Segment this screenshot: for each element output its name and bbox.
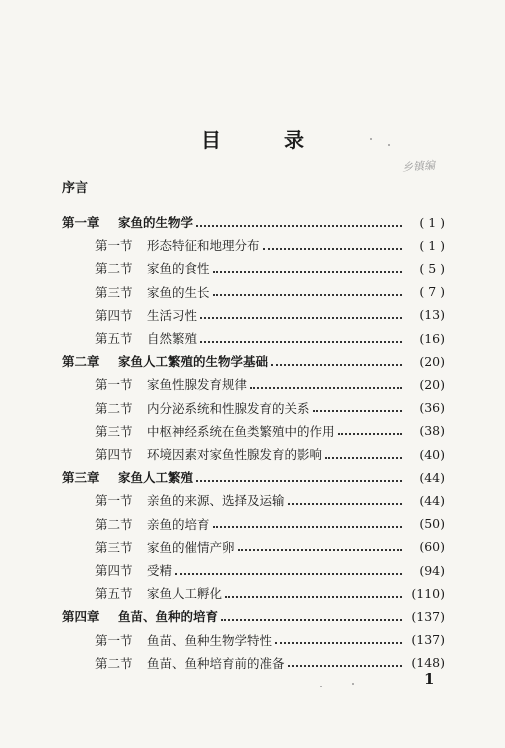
toc-section-row [95, 443, 445, 465]
toc-section-row [95, 234, 445, 256]
toc-entry-number: 第三节 [95, 539, 133, 555]
dot-leader [213, 270, 402, 273]
dot-leader [288, 502, 402, 505]
dot-leader [213, 293, 402, 296]
toc-section-row [95, 582, 445, 604]
toc-entry-number: 第五节 [95, 586, 133, 602]
speck-mark [388, 144, 390, 146]
toc-entry-number: 第四节 [95, 307, 133, 323]
toc-entry-number: 第三章 [62, 470, 100, 486]
toc-entry-page: (148) [411, 655, 445, 671]
toc-section-row [95, 652, 445, 674]
dot-leader [275, 641, 402, 644]
toc-entry-page: (137) [411, 608, 445, 624]
toc-entry-number: 第二章 [62, 354, 100, 370]
toc-entry-number: 第二节 [95, 261, 133, 277]
dot-leader [271, 363, 402, 366]
toc-section-row [95, 281, 445, 303]
stamp-mark: 乡镇编 [401, 158, 436, 175]
toc-entry-title: 鱼苗、鱼种生物学特性 [147, 632, 273, 648]
toc-entry-title: 家鱼的生长 [147, 284, 210, 300]
toc-entry-number: 第四章 [62, 609, 100, 625]
toc-entry-page: (137) [411, 632, 445, 648]
toc-entry-number: 第四节 [95, 447, 133, 462]
toc-entry-page: (44) [419, 469, 445, 485]
speck-mark [320, 686, 322, 687]
toc-entry-title: 形态特征和地理分布 [147, 238, 260, 254]
toc-entry-number: 第三节 [95, 284, 133, 300]
toc-entry-number: 第三节 [95, 423, 133, 439]
toc-entry-number: 第二节 [95, 400, 133, 416]
toc-entry-title: 生活习性 [147, 307, 198, 323]
dot-leader [196, 479, 402, 482]
toc-entry-title: 家鱼的催情产卵 [147, 539, 235, 555]
dot-leader [200, 340, 402, 343]
dot-leader [288, 664, 402, 667]
toc-entry-page: (110) [411, 585, 445, 601]
toc-chapter-row [62, 350, 445, 372]
toc-entry-page: (94) [419, 562, 445, 578]
toc-entry-page: (16) [419, 330, 445, 346]
toc-entry-number: 第一节 [95, 377, 133, 393]
preface-heading: 序言 [62, 181, 89, 196]
toc-section-row [95, 559, 445, 581]
toc-entry-title: 环境因素对家鱼性腺发育的影响 [147, 447, 323, 462]
toc-section-row [95, 489, 445, 511]
toc-chapter-row [62, 466, 445, 488]
page-number: 1 [424, 670, 435, 688]
toc-entry-page: ( 1 ) [419, 214, 445, 230]
toc-section-row [95, 397, 445, 419]
toc-section-row [95, 373, 445, 395]
toc-entry-number: 第二节 [95, 655, 133, 671]
toc-entry-page: (20) [419, 353, 445, 369]
toc-entry-number: 第五节 [95, 331, 133, 346]
toc-entry-number: 第一节 [95, 632, 133, 648]
toc-entry-title: 自然繁殖 [147, 331, 198, 346]
toc-entry-title: 内分泌系统和性腺发育的关系 [147, 400, 310, 416]
dot-leader [338, 432, 402, 435]
toc-entry-number: 第四节 [95, 563, 133, 578]
toc-entry-page: (50) [419, 516, 445, 532]
dot-leader [196, 224, 402, 227]
toc-entry-number: 第一节 [95, 493, 133, 509]
dot-leader [238, 548, 402, 551]
toc-entry-title: 受精 [147, 563, 173, 578]
toc-entry-title: 亲鱼的培育 [147, 516, 210, 532]
toc-entry-page: (44) [419, 492, 445, 508]
dot-leader [263, 247, 402, 250]
toc-entry-page: (13) [419, 307, 445, 323]
toc-entry-title: 家鱼性腺发育规律 [147, 377, 248, 393]
toc-section-row [95, 629, 445, 651]
toc-chapter-row [62, 211, 445, 233]
toc-entry-page: (38) [419, 423, 445, 439]
speck-mark [370, 138, 372, 140]
toc-section-row [95, 304, 445, 326]
toc-entry-title: 家鱼人工孵化 [147, 586, 223, 602]
toc-entry-page: (36) [419, 400, 445, 416]
toc-entry-page: ( 7 ) [419, 284, 445, 300]
toc-entry-number: 第一节 [95, 238, 133, 254]
toc-section-row [95, 420, 445, 442]
toc-entry-number: 第一章 [62, 215, 100, 230]
dot-leader [200, 316, 402, 319]
speck-mark [352, 683, 354, 685]
toc-entry-page: ( 5 ) [419, 260, 445, 276]
toc-entry-title: 家鱼人工繁殖的生物学基础 [118, 354, 269, 370]
dot-leader [250, 386, 402, 389]
toc-section-row [95, 257, 445, 279]
toc-entry-page: (20) [419, 376, 445, 392]
dot-leader [213, 525, 402, 528]
toc-entry-page: (40) [419, 446, 445, 462]
dot-leader [325, 456, 402, 459]
toc-entry-title: 家鱼人工繁殖 [118, 470, 194, 486]
toc-section-row [95, 327, 445, 349]
toc-entry-title: 亲鱼的来源、选择及运输 [147, 493, 285, 509]
toc-section-row [95, 536, 445, 558]
toc-entry-page: ( 1 ) [419, 237, 445, 253]
toc-entry-title: 鱼苗、鱼种培育前的准备 [147, 655, 285, 671]
dot-leader [313, 409, 402, 412]
toc-entry-title: 鱼苗、鱼种的培育 [118, 609, 219, 625]
dot-leader [225, 595, 402, 598]
toc-entry-title: 中枢神经系统在鱼类繁殖中的作用 [147, 423, 335, 439]
toc-entry-page: (60) [419, 539, 445, 555]
page-title: 目 录 [201, 128, 332, 152]
toc-entry-title: 家鱼的生物学 [118, 215, 194, 230]
toc-entry-number: 第二节 [95, 516, 133, 532]
toc-chapter-row [62, 605, 445, 627]
toc-section-row [95, 513, 445, 535]
dot-leader [175, 572, 402, 575]
dot-leader [221, 618, 402, 621]
toc-entry-title: 家鱼的食性 [147, 261, 210, 277]
